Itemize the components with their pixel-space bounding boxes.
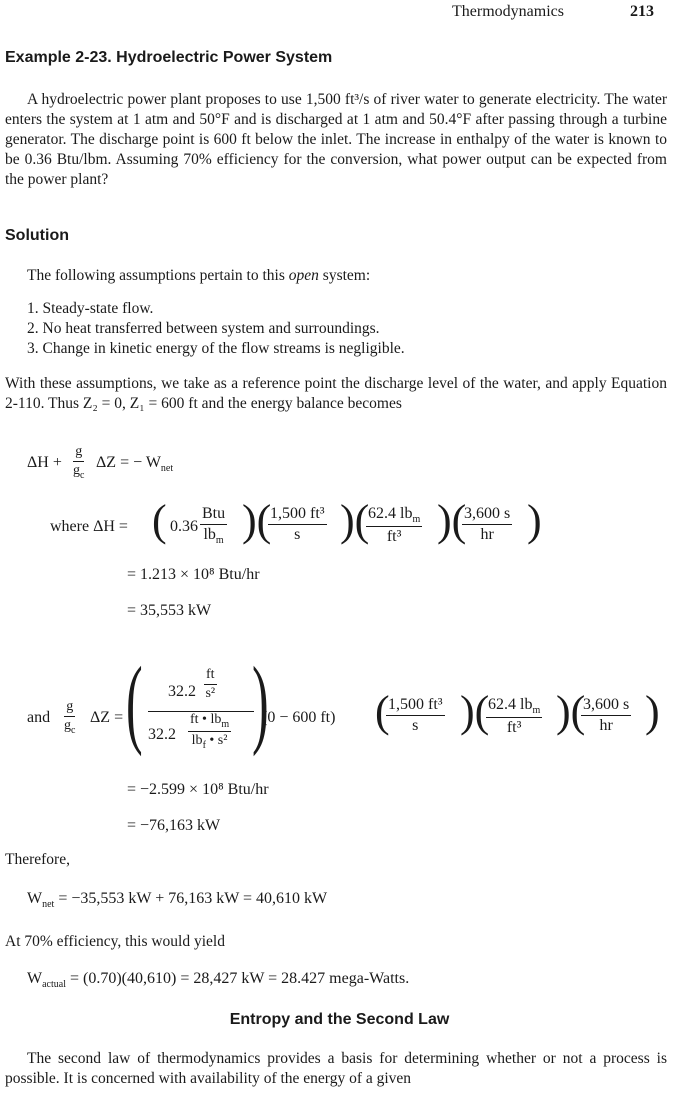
assumption-item: 1. Steady-state flow.: [27, 300, 154, 317]
flow-rate-fraction: $\frac{\text{1,500 ft³}}{s}$: [388, 696, 443, 734]
w-net-equation: $W_{net} = -35,553$ kW + 76,163 kW = 40,610 kW: [27, 890, 328, 911]
density-fraction: 62.4 $lb_m$ ft³: [368, 505, 421, 546]
pe-result-kw: = −76,163 kW: [127, 817, 221, 834]
seconds-per-hour-fraction: $\frac{3,600 s}{hr}$: [583, 696, 630, 734]
assumption-item: 3. Change in kinetic energy of the flow streams is negligible.: [27, 340, 405, 357]
problem-text: A hydroelectric power plant proposes to use 1,500 ft³/s of river water to generate electricity. The water enters the system at 1 atm and 50°F and is discharged at 1 atm and 50.4°F after passing through a turbine generator. The discharge point is 600 ft below the inlet. The increase in enthalpy of the water is known to be 0.36 Btu/lbm. Assuming 70% efficiency for the conversion, what power output can be expected from the power plant?: [5, 91, 667, 188]
g-over-gc-fraction: $\frac{g}{g_c}$: [73, 444, 85, 481]
assumption-item: 2. No heat transferred between system and surroundings.: [27, 320, 380, 337]
g-over-gc-fraction: $\frac{g}{g_c}$: [64, 699, 76, 736]
second-law-paragraph: [5, 1049, 667, 1089]
enthalpy-result-btu: = 1.213 × 10⁸ Btu/hr: [127, 566, 260, 583]
seconds-per-hour-fraction: $\frac{3,600 s}{hr}$: [464, 505, 511, 543]
running-header-title: Thermodynamics: [452, 3, 564, 20]
open-emphasis: open: [288, 267, 319, 284]
flow-rate-fraction: $\frac{\text{1,500 ft³}}{s}$: [270, 505, 325, 543]
w-actual-equation: $W_{actual} = (0.70)(40,610) = 28,427$ kW = 28.427 mega-Watts.: [27, 970, 410, 991]
gravity-ratio-fraction: 32.2 $\frac{ft}{\text{s²}}$ 32.2 ft • $lb_m$ $lb_f$ • s²: [148, 663, 254, 760]
assumptions-intro: The following assumptions pertain to this open system:: [27, 267, 371, 284]
reference-paragraph: [5, 374, 667, 414]
elevation-change: (0 − 600 ft): [262, 709, 336, 726]
btu-per-lbm-fraction: Btu $lb_m$: [202, 505, 226, 547]
problem-paragraph: [5, 90, 667, 190]
density-fraction: 62.4 $lb_m$ ft³: [488, 696, 541, 737]
therefore-text: Therefore,: [5, 851, 70, 868]
efficiency-text: At 70% efficiency, this would yield: [5, 933, 225, 950]
reference-text: With these assumptions, we take as a reference point the discharge level of the water, and apply Equation 2-110. Thus Z₂ = 0, Z₁ = 600 ft and the energy balance becomes: [5, 375, 667, 412]
example-heading: Example 2-23. Hydroelectric Power System: [5, 49, 333, 66]
pe-result-btu: = −2.599 × 10⁸ Btu/hr: [127, 781, 269, 798]
enthalpy-result-kw: = 35,553 kW: [127, 602, 212, 619]
solution-heading: Solution: [5, 227, 69, 244]
second-law-text: The second law of thermodynamics provides a basis for determining whether or not a process is possible. It is concerned with availability of the energy of a given: [5, 1050, 667, 1087]
section-heading: Entropy and the Second Law: [229, 1011, 450, 1028]
page-number: 213: [630, 3, 654, 20]
